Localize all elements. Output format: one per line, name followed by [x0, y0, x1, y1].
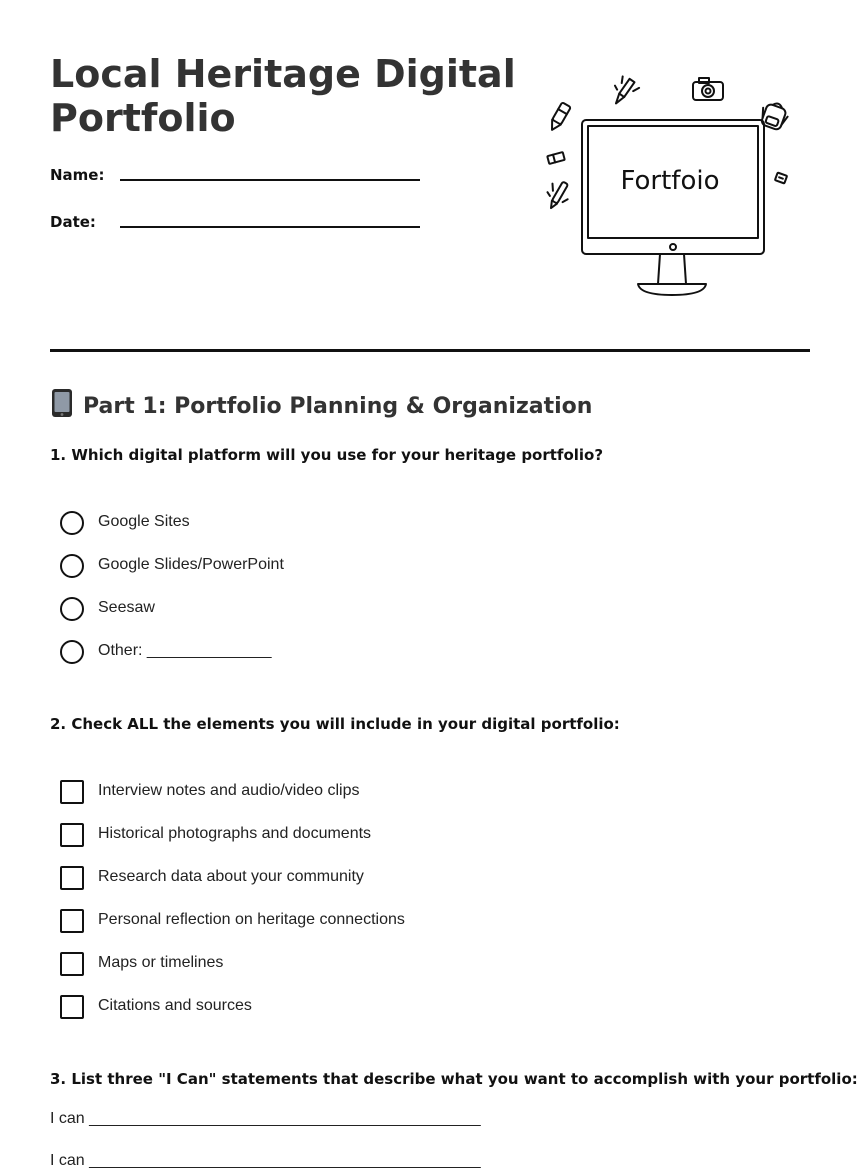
checkbox[interactable] — [60, 952, 84, 976]
platform-option-google-slides[interactable] — [60, 554, 660, 580]
element-option-maps-timelines[interactable] — [60, 952, 660, 978]
phone-icon — [50, 388, 74, 418]
element-option-research-data[interactable] — [60, 866, 660, 892]
radio-button[interactable] — [60, 597, 84, 621]
option-label: Other: ______________ — [98, 642, 272, 659]
i-can-statement-2[interactable]: I can ____________________________________________ — [50, 1152, 481, 1169]
question-1: 1. Which digital platform will you use for your heritage portfolio? — [50, 446, 604, 464]
option-label: Historical photographs and documents — [98, 825, 372, 842]
section-divider — [50, 349, 810, 352]
option-label: Interview notes and audio/video clips — [98, 782, 360, 799]
radio-button[interactable] — [60, 640, 84, 664]
question-2: 2. Check ALL the elements you will include in your digital portfolio: — [50, 715, 620, 733]
platform-option-seesaw[interactable] — [60, 597, 660, 623]
name-input-line[interactable] — [120, 179, 420, 181]
name-label: Name: — [50, 166, 105, 184]
option-label: Personal reflection on heritage connections — [98, 911, 405, 928]
option-label: Maps or timelines — [98, 954, 224, 971]
option-label: Seesaw — [98, 599, 155, 616]
date-input-line[interactable] — [120, 226, 420, 228]
checkbox[interactable] — [60, 909, 84, 933]
date-label: Date: — [50, 213, 96, 231]
portfolio-illustration — [536, 72, 796, 304]
element-option-interview-notes[interactable] — [60, 780, 660, 806]
pencil-icon — [548, 102, 571, 132]
option-label: Citations and sources — [98, 997, 252, 1014]
page-title: Local Heritage Digital Portfolio — [50, 52, 516, 140]
backpack-icon — [758, 99, 791, 131]
date-field[interactable] — [50, 213, 430, 237]
checkbox[interactable] — [60, 823, 84, 847]
name-field[interactable] — [50, 166, 430, 190]
part1-heading-text: Part 1: Portfolio Planning & Organization — [83, 394, 593, 419]
checkbox[interactable] — [60, 866, 84, 890]
element-option-personal-reflection[interactable] — [60, 909, 660, 935]
monitor-icon — [582, 120, 764, 295]
platform-option-other[interactable] — [60, 640, 660, 666]
camera-icon — [693, 78, 723, 100]
checkbox[interactable] — [60, 995, 84, 1019]
option-label: Google Slides/PowerPoint — [98, 556, 284, 573]
question-3: 3. List three "I Can" statements that describe what you want to accomplish with your portfolio: — [50, 1070, 858, 1088]
checkbox[interactable] — [60, 780, 84, 804]
radio-button[interactable] — [60, 554, 84, 578]
platform-option-google-sites[interactable] — [60, 511, 660, 537]
element-option-citations[interactable] — [60, 995, 660, 1021]
screen-text: Fortfoio — [620, 166, 720, 196]
part1-heading — [50, 388, 592, 419]
paintbrush-icon — [607, 74, 640, 109]
option-label: Research data about your community — [98, 868, 364, 885]
radio-button[interactable] — [60, 511, 84, 535]
eraser-icon — [547, 152, 565, 164]
option-label: Google Sites — [98, 513, 190, 530]
note-icon — [775, 173, 787, 184]
element-option-historical-photographs[interactable] — [60, 823, 660, 849]
pen-icon — [541, 178, 574, 214]
i-can-statement-1[interactable]: I can ____________________________________________ — [50, 1110, 481, 1127]
